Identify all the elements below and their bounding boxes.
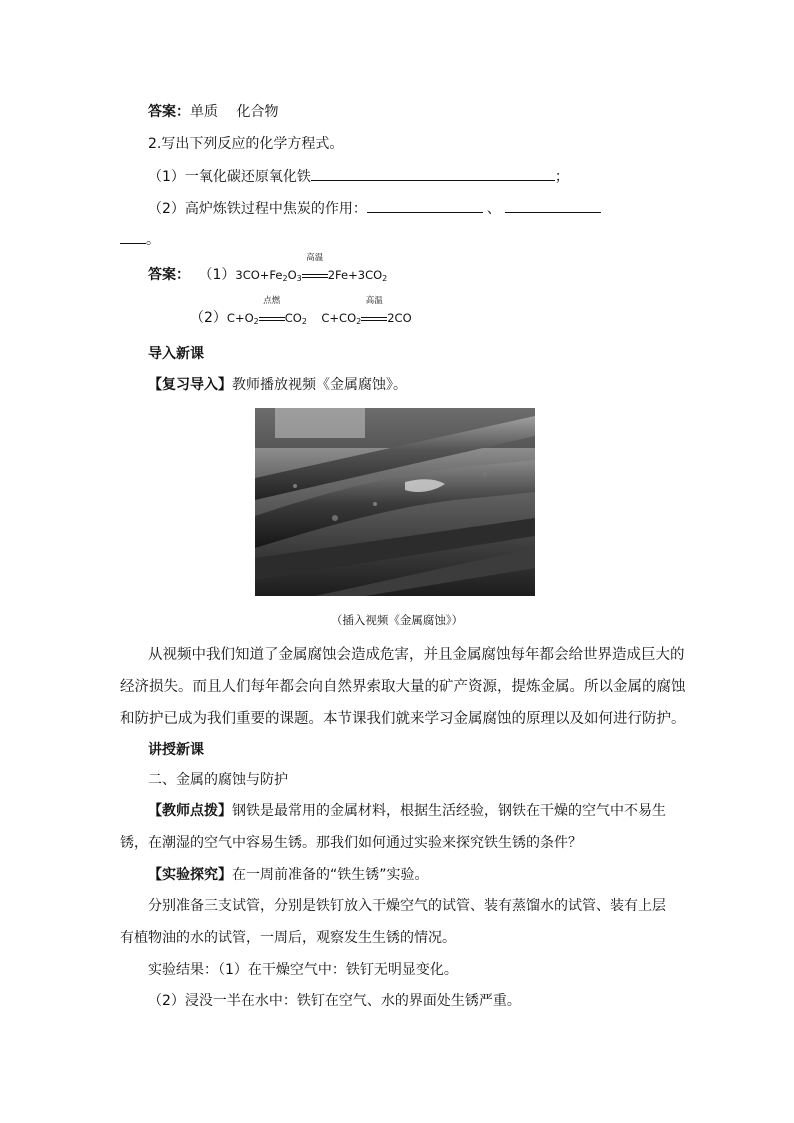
equation-3: $C+CO_2$ 高温 2CO — [321, 296, 412, 326]
item-1-end: ； — [554, 169, 569, 185]
item-1-text: （1）一氧化碳还原氧化铁 — [148, 169, 311, 185]
question-2-item-2 — [148, 198, 601, 219]
experiment-text: 在一周前准备的“铁生锈”实验。 — [232, 867, 429, 883]
question-2-item-2-tail — [120, 229, 160, 250]
experiment-label: 【实验探究】 — [148, 867, 232, 883]
result-line-2: （2）浸没一半在水中：铁钉在空气、水的界面处生锈严重。 — [148, 993, 521, 1009]
reaction-condition: 高温 — [302, 265, 328, 285]
item-number: （1） — [198, 267, 236, 283]
section-heading-intro: 导入新课 — [148, 346, 204, 362]
answer-text: 单质 化合物 — [190, 104, 279, 120]
answer-line-1 — [148, 102, 278, 122]
corroded-metal-photo — [255, 408, 535, 596]
answer-label: 答案： — [148, 267, 190, 283]
teacher-tip-line-1 — [148, 801, 666, 821]
item-number: （2） — [190, 310, 227, 326]
answer-line-2 — [148, 253, 388, 289]
teacher-tip-line-2: 锈，在潮湿的空气中容易生锈。那我们如何通过实验来探究铁生锈的条件？ — [120, 835, 582, 851]
result-line-1: 实验结果：（1）在干燥空气中：铁钉无明显变化。 — [148, 962, 458, 978]
intro-paragraph-line-2: 经济损失。而且人们每年都会向自然界索取大量的矿产资源，提炼金属。所以金属的腐蚀 — [120, 679, 686, 695]
section-heading-lesson: 讲授新课 — [148, 742, 204, 758]
item-2-text: （2）高炉炼铁过程中焦炭的作用： — [148, 201, 367, 217]
tip-text: 钢铁是最常用的金属材料，根据生活经验，钢铁在干燥的空气中不易生 — [232, 803, 666, 819]
answer-blank — [311, 166, 555, 181]
answer-line-3 — [190, 296, 412, 332]
reaction-condition: 高温 — [361, 308, 387, 328]
reaction-condition: 点燃 — [259, 308, 285, 328]
intro-paragraph-line-1: 从视频中我们知道了金属腐蚀会造成危害，并且金属腐蚀每年都会给世界造成巨大的 — [148, 647, 685, 663]
item-2-end: 。 — [146, 232, 160, 248]
section-title: 二、金属的腐蚀与防护 — [148, 772, 288, 788]
photo-caption: （插入视频《金属腐蚀》） — [330, 613, 464, 627]
experiment-intro — [148, 865, 429, 885]
preparation-line-2: 有植物油的水的试管，一周后，观察发生生锈的情况。 — [120, 930, 456, 946]
answer-label: 答案： — [148, 104, 190, 120]
review-intro — [148, 375, 407, 395]
review-text: 教师播放视频《金属腐蚀》。 — [232, 377, 407, 393]
answer-blank — [505, 198, 601, 213]
answer-blank — [367, 198, 483, 213]
item-2-separator: 、 — [486, 201, 501, 217]
question-2-item-1 — [148, 166, 569, 187]
tip-label: 【教师点拨】 — [148, 803, 232, 819]
intro-paragraph-line-3: 和防护已成为我们重要的课题。本节课我们就来学习金属腐蚀的原理以及如何进行防护。 — [120, 711, 686, 727]
equation-1: $3CO+Fe_2O_3$ 高温 $2Fe+3CO_2$ — [235, 253, 388, 283]
answer-blank — [120, 229, 146, 244]
review-label: 【复习导入】 — [148, 377, 232, 393]
preparation-line-1: 分别准备三支试管，分别是铁钉放入干燥空气的试管、装有蒸馏水的试管、装有上层 — [148, 898, 666, 914]
question-2-title: 2.写出下列反应的化学方程式。 — [148, 136, 344, 152]
equation-2: $C+O_2$ 点燃 $CO_2$ — [226, 296, 307, 326]
